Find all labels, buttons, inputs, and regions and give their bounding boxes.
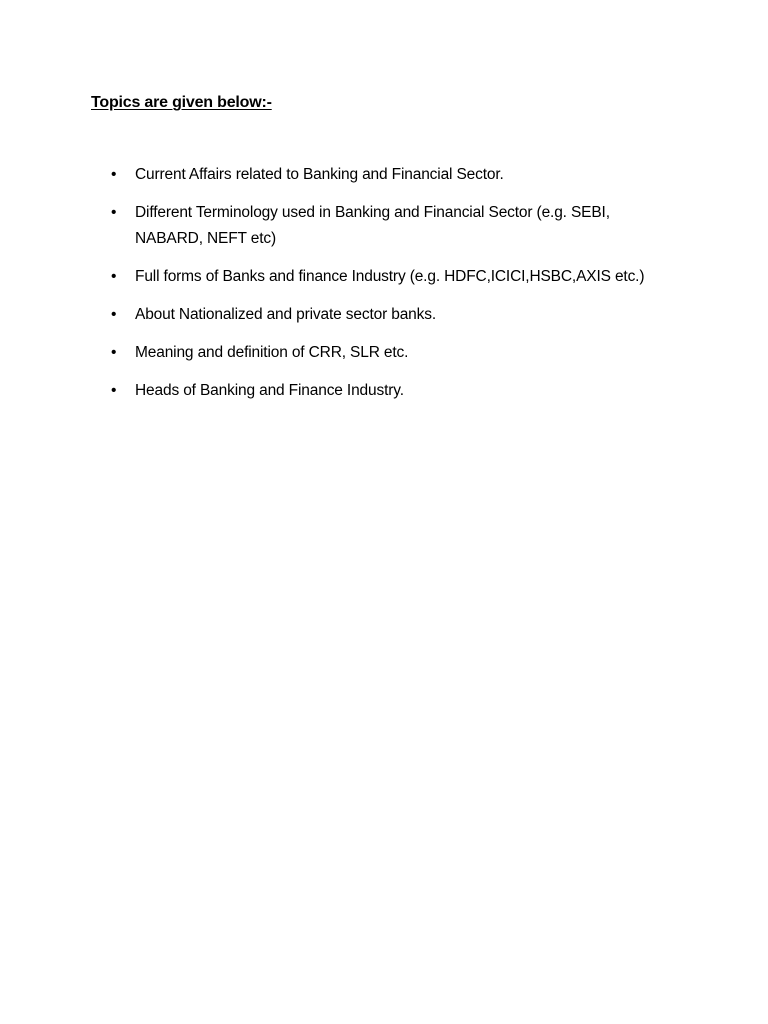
bullet-icon: • [111,382,117,399]
topic-text: Heads of Banking and Finance Industry. [135,382,404,399]
topic-text: Full forms of Banks and finance Industry (e.g. HDFC,ICICI,HSBC,AXIS etc.) [135,268,645,285]
list-item [111,200,631,252]
topic-text: Current Affairs related to Banking and Financial Sector. [135,166,504,183]
bullet-icon: • [111,344,117,361]
list-item [111,264,671,290]
topic-text: Different Terminology used in Banking and Financial Sector (e.g. SEBI, NABARD, NEFT etc) [135,204,610,247]
list-item [111,162,671,188]
topic-text: About Nationalized and private sector banks. [135,306,437,323]
topic-text: Meaning and definition of CRR, SLR etc. [135,344,409,361]
list-item [111,378,671,404]
list-item [111,340,671,366]
document-heading: Topics are given below:- [91,94,272,111]
bullet-icon: • [111,306,117,323]
bullet-icon: • [111,166,117,183]
list-item [111,302,671,328]
bullet-icon: • [111,204,117,221]
bullet-icon: • [111,268,117,285]
